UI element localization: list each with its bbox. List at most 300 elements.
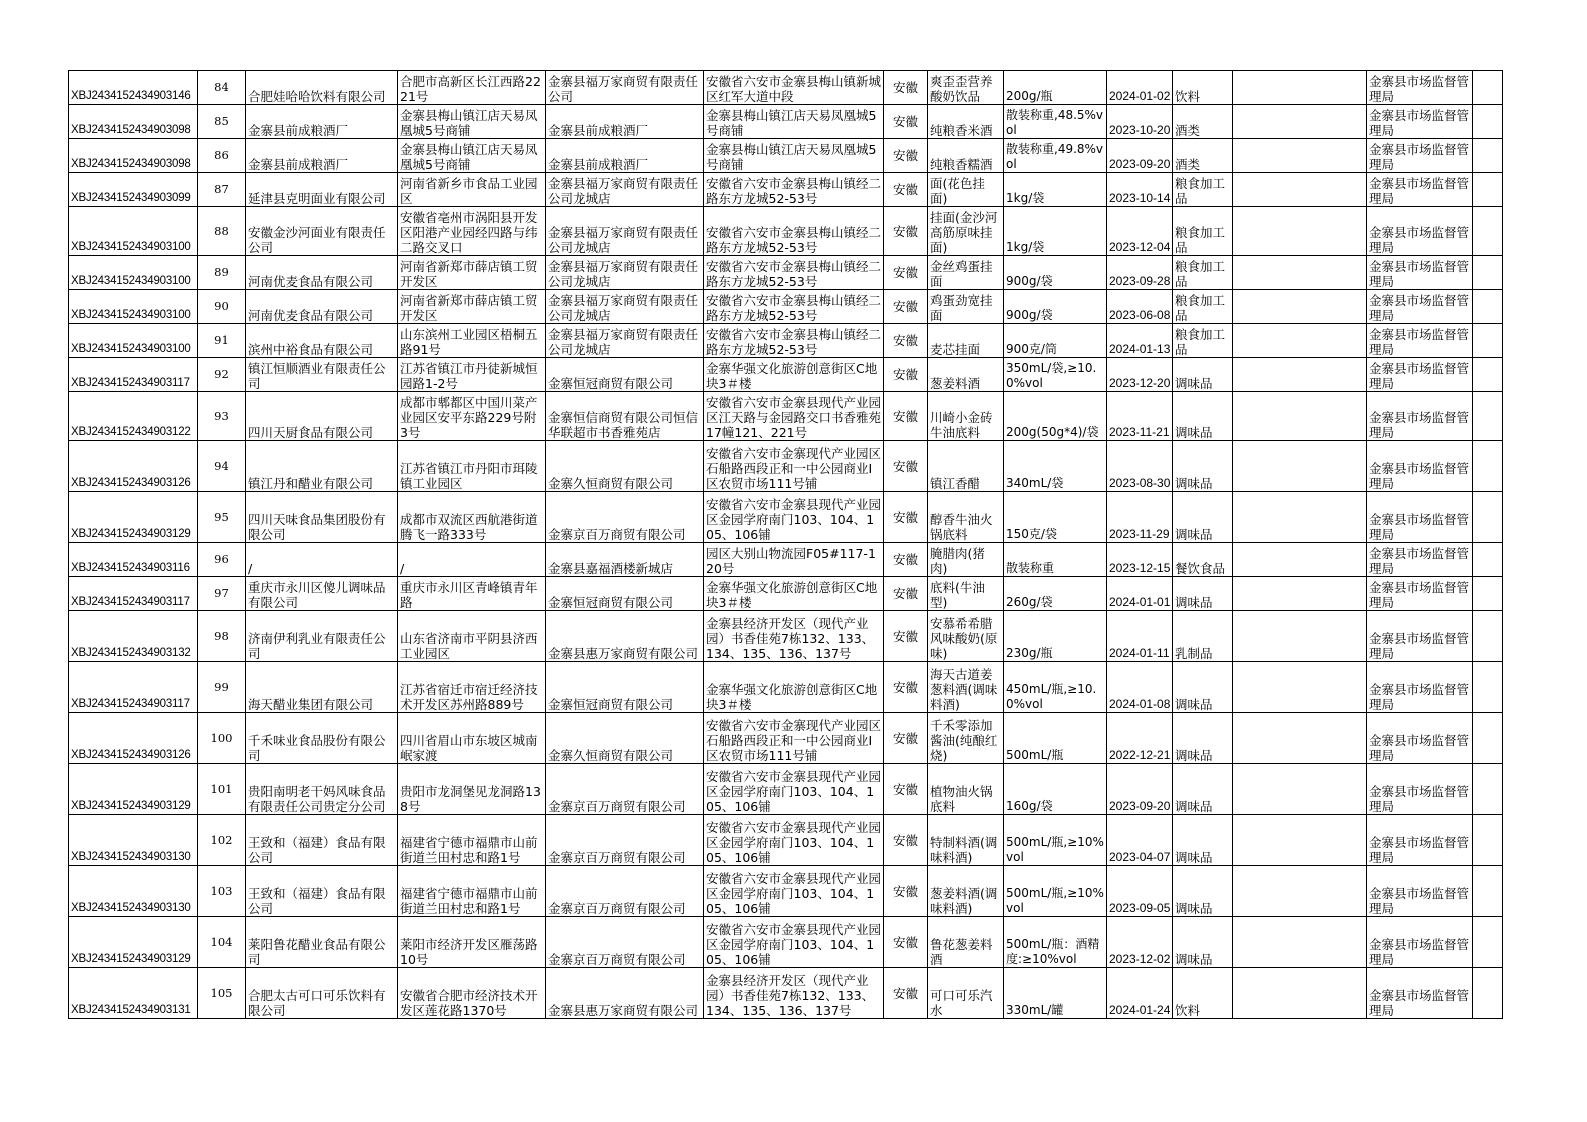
production-date-cell: 2024-01-24 [1107,968,1173,1019]
seller-address-cell: 安徽省六安市金寨县现代产业园区金园学府南门103、104、105、106铺 [704,492,884,543]
seller-address-cell: 金寨华强文化旅游创意街区C地块3＃楼 [704,358,884,392]
production-date-cell: 2023-09-20 [1107,139,1173,173]
blank-cell [1473,713,1503,764]
specification-cell: 330mL/罐 [1004,968,1107,1019]
producer-address-cell: 山东省济南市平阴县济西工业园区 [398,611,546,662]
agency-cell: 金寨县市场监督管理局 [1367,764,1473,815]
agency-cell: 金寨县市场监督管理局 [1367,71,1473,105]
production-date-cell: 2023-08-30 [1107,441,1173,492]
specification-cell: 900克/筒 [1004,324,1107,358]
province-cell: 安徽 [884,324,928,358]
province-cell: 安徽 [884,358,928,392]
province-cell: 安徽 [884,173,928,207]
category-cell: 饮料 [1173,968,1233,1019]
agency-cell: 金寨县市场监督管理局 [1367,173,1473,207]
province-cell: 安徽 [884,139,928,173]
seller-address-cell: 安徽省六安市金寨县现代产业园区金园学府南门103、104、105、106铺 [704,764,884,815]
table-row [69,139,1503,173]
product-name-cell: 海天古道姜葱料酒(调味料酒) [928,662,1004,713]
agency-cell: 金寨县市场监督管理局 [1367,577,1473,611]
specification-cell: 散装称重,48.5%vol [1004,105,1107,139]
producer-address-cell: 江苏省镇江市丹徒新城恒园路1-2号 [398,358,546,392]
specification-cell: 1kg/袋 [1004,173,1107,207]
specification-cell: 150克/袋 [1004,492,1107,543]
serial-number-cell: 100 [198,713,246,764]
production-date-cell: 2022-12-21 [1107,713,1173,764]
agency-cell: 金寨县市场监督管理局 [1367,611,1473,662]
product-name-cell: 腌腊肉(猪肉) [928,543,1004,577]
specification-cell: 900g/袋 [1004,256,1107,290]
specification-cell: 散装称重 [1004,543,1107,577]
serial-number-cell: 88 [198,207,246,256]
blank-cell [1473,358,1503,392]
seller-name-cell: 金寨县福万家商贸有限责任公司龙城店 [546,173,704,207]
serial-number-cell: 97 [198,577,246,611]
blank-cell [1473,543,1503,577]
producer-address-cell: 福建省宁德市福鼎市山前街道兰田村忠和路1号 [398,815,546,866]
product-name-cell: 川崎小金砖牛油底料 [928,392,1004,441]
product-name-cell: 醇香牛油火锅底料 [928,492,1004,543]
table-row [69,764,1503,815]
sample-code-cell: XBJ2434152434903126 [69,713,198,764]
product-name-cell: 纯粮香糯酒 [928,139,1004,173]
producer-address-cell: 四川省眉山市东坡区城南岷家渡 [398,713,546,764]
blank-cell [1233,441,1367,492]
agency-cell: 金寨县市场监督管理局 [1367,713,1473,764]
serial-number-cell: 98 [198,611,246,662]
inspection-table [68,70,1503,1019]
blank-cell [1233,968,1367,1019]
producer-address-cell: / [398,543,546,577]
table-row [69,968,1503,1019]
specification-cell: 500mL/瓶,≥10%vol [1004,815,1107,866]
agency-cell: 金寨县市场监督管理局 [1367,662,1473,713]
seller-address-cell: 安徽省六安市金寨县梅山镇经二路东方龙城52-53号 [704,173,884,207]
province-cell: 安徽 [884,917,928,968]
category-cell: 粮食加工品 [1173,256,1233,290]
table-row [69,917,1503,968]
sample-code-cell: XBJ2434152434903126 [69,441,198,492]
category-cell: 饮料 [1173,71,1233,105]
province-cell: 安徽 [884,441,928,492]
sample-code-cell: XBJ2434152434903131 [69,968,198,1019]
blank-cell [1473,866,1503,917]
seller-address-cell: 金寨华强文化旅游创意街区C地块3＃楼 [704,577,884,611]
serial-number-cell: 89 [198,256,246,290]
blank-cell [1233,105,1367,139]
table-row [69,290,1503,324]
product-name-cell: 爽歪歪营养酸奶饮品 [928,71,1004,105]
production-date-cell: 2023-09-05 [1107,866,1173,917]
specification-cell: 500mL/瓶 [1004,713,1107,764]
table-row [69,207,1503,256]
production-date-cell: 2023-11-29 [1107,492,1173,543]
product-name-cell: 麦芯挂面 [928,324,1004,358]
province-cell: 安徽 [884,290,928,324]
seller-address-cell: 安徽省六安市金寨县梅山镇新城区红军大道中段 [704,71,884,105]
blank-cell [1233,917,1367,968]
product-name-cell: 挂面(金沙河高筋原味挂面) [928,207,1004,256]
category-cell: 调味品 [1173,358,1233,392]
table-row [69,71,1503,105]
blank-cell [1233,492,1367,543]
seller-name-cell: 金寨京百万商贸有限公司 [546,917,704,968]
blank-cell [1473,173,1503,207]
category-cell: 调味品 [1173,764,1233,815]
province-cell: 安徽 [884,611,928,662]
province-cell: 安徽 [884,71,928,105]
seller-address-cell: 金寨县梅山镇江店天易凤凰城5号商铺 [704,105,884,139]
specification-cell: 500mL/瓶：酒精度:≥10%vol [1004,917,1107,968]
sample-code-cell: XBJ2434152434903130 [69,815,198,866]
blank-cell [1233,173,1367,207]
seller-name-cell: 金寨县惠万家商贸有限公司 [546,611,704,662]
category-cell: 酒类 [1173,105,1233,139]
blank-cell [1473,290,1503,324]
producer-name-cell: 金寨县前成粮酒厂 [246,139,398,173]
table-row [69,866,1503,917]
producer-address-cell: 金寨县梅山镇江店天易凤凰城5号商铺 [398,105,546,139]
producer-name-cell: 四川天厨食品有限公司 [246,392,398,441]
producer-name-cell: 合肥太古可口可乐饮料有限公司 [246,968,398,1019]
sample-code-cell: XBJ2434152434903098 [69,105,198,139]
table-row [69,324,1503,358]
agency-cell: 金寨县市场监督管理局 [1367,207,1473,256]
production-date-cell: 2023-09-28 [1107,256,1173,290]
product-name-cell: 植物油火锅底料 [928,764,1004,815]
seller-name-cell: 金寨京百万商贸有限公司 [546,492,704,543]
table-row [69,358,1503,392]
specification-cell: 350mL/袋,≥10.0%vol [1004,358,1107,392]
category-cell: 调味品 [1173,662,1233,713]
producer-address-cell: 重庆市永川区青峰镇青年路 [398,577,546,611]
producer-name-cell: 河南优麦食品有限公司 [246,256,398,290]
agency-cell: 金寨县市场监督管理局 [1367,290,1473,324]
table-row [69,492,1503,543]
specification-cell: 230g/瓶 [1004,611,1107,662]
category-cell: 调味品 [1173,392,1233,441]
table-row [69,815,1503,866]
province-cell: 安徽 [884,577,928,611]
blank-cell [1233,139,1367,173]
seller-name-cell: 金寨县前成粮酒厂 [546,139,704,173]
seller-address-cell: 安徽省六安市金寨县现代产业园区金园学府南门103、104、105、106铺 [704,866,884,917]
seller-name-cell: 金寨恒冠商贸有限公司 [546,662,704,713]
category-cell: 调味品 [1173,713,1233,764]
producer-address-cell: 合肥市高新区长江西路2221号 [398,71,546,105]
seller-address-cell: 金寨华强文化旅游创意街区C地块3＃楼 [704,662,884,713]
seller-address-cell: 安徽省六安市金寨县梅山镇经二路东方龙城52-53号 [704,256,884,290]
sample-code-cell: XBJ2434152434903100 [69,256,198,290]
production-date-cell: 2023-04-07 [1107,815,1173,866]
province-cell: 安徽 [884,764,928,815]
agency-cell: 金寨县市场监督管理局 [1367,968,1473,1019]
category-cell: 粮食加工品 [1173,290,1233,324]
table-row [69,256,1503,290]
producer-address-cell: 福建省宁德市福鼎市山前街道兰田村忠和路1号 [398,866,546,917]
sample-code-cell: XBJ2434152434903129 [69,492,198,543]
seller-address-cell: 安徽省六安市金寨现代产业园区石船路西段正和一中公园商业I区农贸市场111号铺 [704,441,884,492]
sample-code-cell: XBJ2434152434903122 [69,392,198,441]
producer-name-cell: 王致和（福建）食品有限公司 [246,815,398,866]
specification-cell: 260g/袋 [1004,577,1107,611]
product-name-cell: 鲁花葱姜料酒 [928,917,1004,968]
production-date-cell: 2023-10-14 [1107,173,1173,207]
category-cell: 乳制品 [1173,611,1233,662]
category-cell: 调味品 [1173,917,1233,968]
sample-code-cell: XBJ2434152434903117 [69,662,198,713]
serial-number-cell: 87 [198,173,246,207]
producer-address-cell: 江苏省宿迁市宿迁经济技术开发区苏州路889号 [398,662,546,713]
category-cell: 调味品 [1173,815,1233,866]
production-date-cell: 2024-01-02 [1107,71,1173,105]
seller-name-cell: 金寨恒冠商贸有限公司 [546,577,704,611]
serial-number-cell: 102 [198,815,246,866]
blank-cell [1233,577,1367,611]
blank-cell [1473,441,1503,492]
producer-name-cell: 延津县克明面业有限公司 [246,173,398,207]
province-cell: 安徽 [884,543,928,577]
sample-code-cell: XBJ2434152434903132 [69,611,198,662]
producer-name-cell: 镇江丹和醋业有限公司 [246,441,398,492]
seller-address-cell: 安徽省六安市金寨县梅山镇经二路东方龙城52-53号 [704,290,884,324]
production-date-cell: 2023-09-20 [1107,764,1173,815]
serial-number-cell: 84 [198,71,246,105]
serial-number-cell: 91 [198,324,246,358]
agency-cell: 金寨县市场监督管理局 [1367,358,1473,392]
producer-name-cell: 河南优麦食品有限公司 [246,290,398,324]
table-row [69,611,1503,662]
serial-number-cell: 96 [198,543,246,577]
blank-cell [1473,917,1503,968]
sample-code-cell: XBJ2434152434903100 [69,207,198,256]
producer-name-cell: 镇江恒顺酒业有限责任公司 [246,358,398,392]
blank-cell [1473,764,1503,815]
production-date-cell: 2023-10-20 [1107,105,1173,139]
product-name-cell: 可口可乐汽水 [928,968,1004,1019]
blank-cell [1233,358,1367,392]
producer-address-cell: 安徽省合肥市经济技术开发区莲花路1370号 [398,968,546,1019]
table-row [69,577,1503,611]
blank-cell [1473,71,1503,105]
sample-code-cell: XBJ2434152434903100 [69,290,198,324]
specification-cell: 450mL/瓶,≥10.0%vol [1004,662,1107,713]
province-cell: 安徽 [884,815,928,866]
sample-code-cell: XBJ2434152434903098 [69,139,198,173]
seller-address-cell: 金寨县经济开发区（现代产业园）书香佳苑7栋132、133、134、135、136、137号 [704,611,884,662]
province-cell: 安徽 [884,256,928,290]
producer-name-cell: 贵阳南明老干妈风味食品有限责任公司贵定分公司 [246,764,398,815]
province-cell: 安徽 [884,392,928,441]
serial-number-cell: 94 [198,441,246,492]
production-date-cell: 2023-12-02 [1107,917,1173,968]
province-cell: 安徽 [884,662,928,713]
agency-cell: 金寨县市场监督管理局 [1367,392,1473,441]
agency-cell: 金寨县市场监督管理局 [1367,139,1473,173]
specification-cell: 900g/袋 [1004,290,1107,324]
blank-cell [1233,256,1367,290]
blank-cell [1473,256,1503,290]
seller-address-cell: 安徽省六安市金寨县现代产业园区金园学府南门103、104、105、106铺 [704,917,884,968]
table-row [69,441,1503,492]
specification-cell: 200g(50g*4)/袋 [1004,392,1107,441]
agency-cell: 金寨县市场监督管理局 [1367,441,1473,492]
producer-name-cell: 金寨县前成粮酒厂 [246,105,398,139]
product-name-cell: 特制料酒(调味料酒) [928,815,1004,866]
blank-cell [1233,866,1367,917]
blank-cell [1233,764,1367,815]
seller-address-cell: 安徽省六安市金寨县梅山镇经二路东方龙城52-53号 [704,324,884,358]
sample-code-cell: XBJ2434152434903117 [69,358,198,392]
seller-name-cell: 金寨县惠万家商贸有限公司 [546,968,704,1019]
product-name-cell: 金丝鸡蛋挂面 [928,256,1004,290]
results-sheet [68,70,1503,1019]
producer-name-cell: 滨州中裕食品有限公司 [246,324,398,358]
product-name-cell: 千禾零添加酱油(纯酿红烧) [928,713,1004,764]
blank-cell [1473,611,1503,662]
serial-number-cell: 99 [198,662,246,713]
agency-cell: 金寨县市场监督管理局 [1367,492,1473,543]
seller-address-cell: 安徽省六安市金寨县现代产业园区江天路与金园路交口书香雅苑17幢121、221号 [704,392,884,441]
agency-cell: 金寨县市场监督管理局 [1367,917,1473,968]
table-row [69,392,1503,441]
seller-name-cell: 金寨县福万家商贸有限责任公司龙城店 [546,290,704,324]
seller-name-cell: 金寨恒冠商贸有限公司 [546,358,704,392]
province-cell: 安徽 [884,492,928,543]
seller-address-cell: 园区大别山物流园F05#117-120号 [704,543,884,577]
category-cell: 餐饮食品 [1173,543,1233,577]
blank-cell [1473,392,1503,441]
province-cell: 安徽 [884,713,928,764]
category-cell: 粮食加工品 [1173,324,1233,358]
production-date-cell: 2023-12-15 [1107,543,1173,577]
blank-cell [1473,492,1503,543]
seller-name-cell: 金寨久恒商贸有限公司 [546,713,704,764]
serial-number-cell: 92 [198,358,246,392]
product-name-cell: 鸡蛋劲宽挂面 [928,290,1004,324]
category-cell: 酒类 [1173,139,1233,173]
category-cell: 调味品 [1173,577,1233,611]
production-date-cell: 2023-11-21 [1107,392,1173,441]
seller-address-cell: 金寨县梅山镇江店天易凤凰城5号商铺 [704,139,884,173]
seller-address-cell: 安徽省六安市金寨县现代产业园区金园学府南门103、104、105、106铺 [704,815,884,866]
blank-cell [1233,662,1367,713]
production-date-cell: 2024-01-01 [1107,577,1173,611]
producer-name-cell: 济南伊利乳业有限责任公司 [246,611,398,662]
serial-number-cell: 105 [198,968,246,1019]
agency-cell: 金寨县市场监督管理局 [1367,866,1473,917]
product-name-cell: 面(花色挂面) [928,173,1004,207]
specification-cell: 160g/袋 [1004,764,1107,815]
seller-name-cell: 金寨恒信商贸有限公司恒信华联超市书香雅苑店 [546,392,704,441]
blank-cell [1233,713,1367,764]
specification-cell: 200g/瓶 [1004,71,1107,105]
blank-cell [1233,71,1367,105]
product-name-cell: 葱姜料酒 [928,358,1004,392]
blank-cell [1233,207,1367,256]
table-row [69,543,1503,577]
blank-cell [1233,324,1367,358]
producer-address-cell: 河南省新郑市薛店镇工贸开发区 [398,290,546,324]
seller-address-cell: 安徽省六安市金寨县梅山镇经二路东方龙城52-53号 [704,207,884,256]
category-cell: 调味品 [1173,492,1233,543]
production-date-cell: 2024-01-11 [1107,611,1173,662]
blank-cell [1473,968,1503,1019]
province-cell: 安徽 [884,105,928,139]
producer-address-cell: 莱阳市经济开发区雁荡路10号 [398,917,546,968]
table-row [69,105,1503,139]
producer-name-cell: 合肥娃哈哈饮料有限公司 [246,71,398,105]
table-row [69,662,1503,713]
producer-name-cell: 海天醋业集团有限公司 [246,662,398,713]
serial-number-cell: 85 [198,105,246,139]
blank-cell [1233,815,1367,866]
seller-address-cell: 金寨县经济开发区（现代产业园）书香佳苑7栋132、133、134、135、136、137号 [704,968,884,1019]
serial-number-cell: 95 [198,492,246,543]
seller-address-cell: 安徽省六安市金寨现代产业园区石船路西段正和一中公园商业I区农贸市场111号铺 [704,713,884,764]
agency-cell: 金寨县市场监督管理局 [1367,256,1473,290]
production-date-cell: 2024-01-13 [1107,324,1173,358]
producer-name-cell: 王致和（福建）食品有限公司 [246,866,398,917]
category-cell: 调味品 [1173,866,1233,917]
producer-address-cell: 成都市双流区西航港街道腾飞一路333号 [398,492,546,543]
producer-name-cell: 千禾味业食品股份有限公司 [246,713,398,764]
production-date-cell: 2023-06-08 [1107,290,1173,324]
seller-name-cell: 金寨京百万商贸有限公司 [546,764,704,815]
producer-address-cell: 贵阳市龙洞堡见龙洞路138号 [398,764,546,815]
category-cell: 粮食加工品 [1173,207,1233,256]
product-name-cell: 安慕希希腊风味酸奶(原味) [928,611,1004,662]
blank-cell [1233,392,1367,441]
seller-name-cell: 金寨京百万商贸有限公司 [546,866,704,917]
product-name-cell: 底料(牛油型) [928,577,1004,611]
province-cell: 安徽 [884,207,928,256]
blank-cell [1473,207,1503,256]
category-cell: 粮食加工品 [1173,173,1233,207]
blank-cell [1473,662,1503,713]
producer-name-cell: 四川天味食品集团股份有限公司 [246,492,398,543]
sample-code-cell: XBJ2434152434903146 [69,71,198,105]
specification-cell: 1kg/袋 [1004,207,1107,256]
specification-cell: 340mL/袋 [1004,441,1107,492]
agency-cell: 金寨县市场监督管理局 [1367,105,1473,139]
blank-cell [1233,290,1367,324]
product-name-cell: 镇江香醋 [928,441,1004,492]
seller-name-cell: 金寨久恒商贸有限公司 [546,441,704,492]
producer-address-cell: 河南省新郑市薛店镇工贸开发区 [398,256,546,290]
sample-code-cell: XBJ2434152434903099 [69,173,198,207]
producer-address-cell: 河南省新乡市食品工业园区 [398,173,546,207]
sample-code-cell: XBJ2434152434903116 [69,543,198,577]
sample-code-cell: XBJ2434152434903117 [69,577,198,611]
seller-name-cell: 金寨京百万商贸有限公司 [546,815,704,866]
serial-number-cell: 103 [198,866,246,917]
agency-cell: 金寨县市场监督管理局 [1367,815,1473,866]
agency-cell: 金寨县市场监督管理局 [1367,543,1473,577]
seller-name-cell: 金寨县福万家商贸有限责任公司龙城店 [546,324,704,358]
producer-address-cell: 江苏省镇江市丹阳市珥陵镇工业园区 [398,441,546,492]
product-name-cell: 纯粮香米酒 [928,105,1004,139]
sample-code-cell: XBJ2434152434903129 [69,917,198,968]
table-row [69,173,1503,207]
producer-name-cell: / [246,543,398,577]
blank-cell [1473,105,1503,139]
serial-number-cell: 90 [198,290,246,324]
product-name-cell: 葱姜料酒(调味料酒) [928,866,1004,917]
seller-name-cell: 金寨县前成粮酒厂 [546,105,704,139]
blank-cell [1233,543,1367,577]
producer-address-cell: 安徽省亳州市涡阳县开发区阳港产业园经四路与纬二路交叉口 [398,207,546,256]
